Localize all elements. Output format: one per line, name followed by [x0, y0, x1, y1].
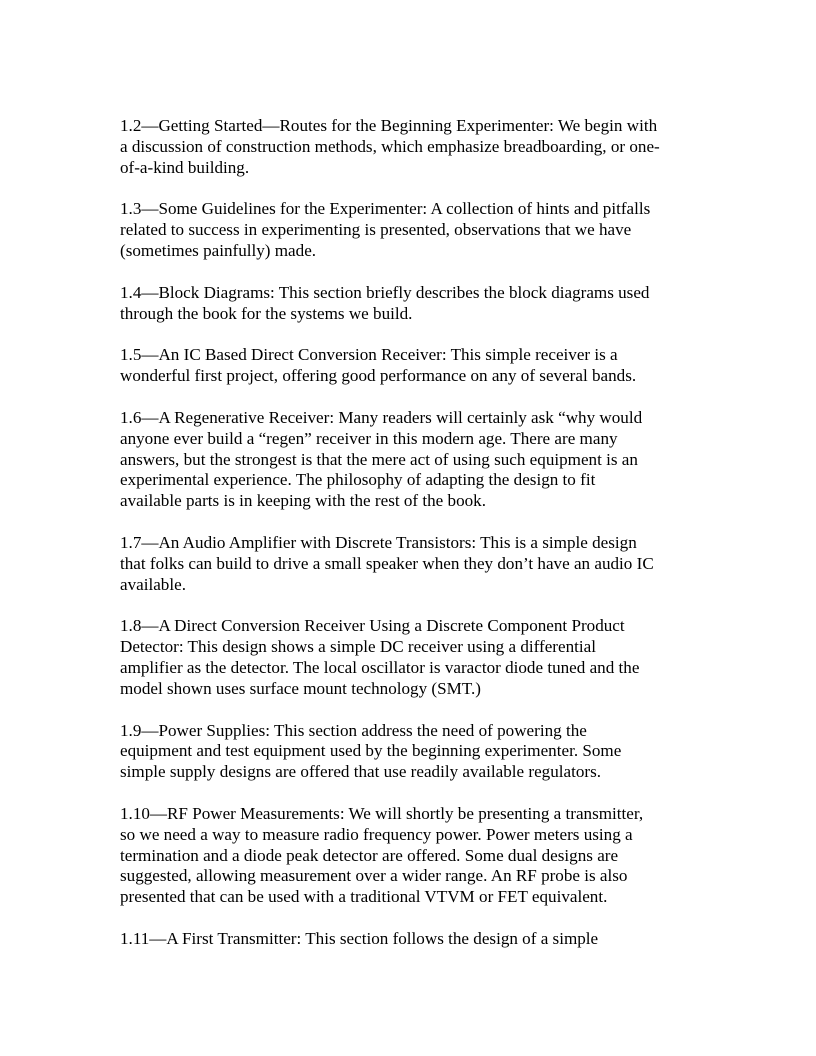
document-body [120, 116, 705, 971]
section-1-7-paragraph: 1.7—An Audio Amplifier with Discrete Transistors: This is a simple design that folks can build to drive a small speaker when they don’t have an audio IC available. [120, 532, 654, 594]
section-1-9-paragraph: 1.9—Power Supplies: This section address the need of powering the equipment and test equipment used by the beginning experimenter. Some simple supply designs are offered that use readily available regulators. [120, 720, 622, 782]
section-1-6-paragraph: 1.6—A Regenerative Receiver: Many readers will certainly ask “why would anyone ever build a “regen” receiver in this modern age. There are many answers, but the strongest is that the mere act of using such equipment is an experimental experience. The philosophy of adapting the design to fit available parts is in keeping with the rest of the book. [120, 407, 643, 511]
section-1-8-paragraph: 1.8—A Direct Conversion Receiver Using a Discrete Component Product Detector: This design shows a simple DC receiver using a differential amplifier as the detector. The local oscillator is varactor diode tuned and the model shown uses surface mount technology (SMT.) [120, 616, 640, 698]
section-1-2-paragraph: 1.2—Getting Started—Routes for the Beginning Experimenter: We begin with a discussion of construction methods, which emphasize breadboarding, or one- of-a-kind building. [120, 116, 660, 177]
section-1-11-paragraph: 1.11—A First Transmitter: This section follows the design of a simple [120, 928, 599, 948]
section-1-3-paragraph: 1.3—Some Guidelines for the Experimenter: A collection of hints and pitfalls related to success in experimenting is presented, observations that we have (sometimes painfully) made. [120, 199, 651, 260]
section-1-5-paragraph: 1.5—An IC Based Direct Conversion Receiver: This simple receiver is a wonderful first project, offering good performance on any of several bands. [120, 345, 637, 386]
section-1-10-paragraph: 1.10—RF Power Measurements: We will shortly be presenting a transmitter, so we need a way to measure radio frequency power. Power meters using a termination and a diode peak detector are offered. Some dual designs are suggested, allowing measurement over a wider range. An RF probe is also presented that can be used with a traditional VTVM or FET equivalent. [120, 803, 644, 907]
section-1-4-paragraph: 1.4—Block Diagrams: This section briefly describes the block diagrams used through the book for the systems we build. [120, 282, 650, 323]
